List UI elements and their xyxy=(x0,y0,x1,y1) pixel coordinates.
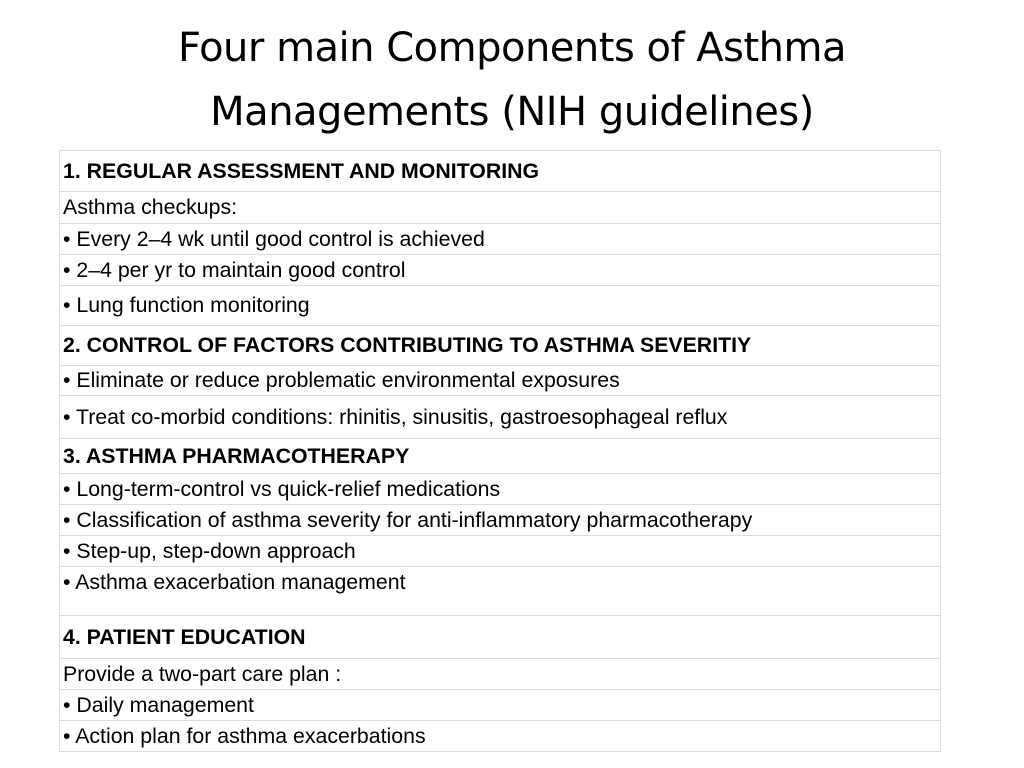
section-4-item-3: • Action plan for asthma exacerbations xyxy=(60,721,941,752)
table-row xyxy=(60,366,941,396)
table-row xyxy=(60,505,941,536)
section-3-item-3: • Step-up, step-down approach xyxy=(60,536,941,567)
table-row xyxy=(60,536,941,567)
slide-title xyxy=(0,16,1024,144)
section-2-item-2: • Treat co-morbid conditions: rhinitis, sinusitis, gastroesophageal reflux xyxy=(60,396,941,439)
table-row xyxy=(60,192,941,224)
section-heading-row xyxy=(60,439,941,474)
guidelines-table-container xyxy=(59,150,941,750)
table-row xyxy=(60,224,941,255)
section-1-item-4: • Lung function monitoring xyxy=(60,286,941,326)
slide-title-line-1: Four main Components of Asthma xyxy=(178,25,846,71)
table-row xyxy=(60,567,941,616)
section-heading-2: 2. CONTROL OF FACTORS CONTRIBUTING TO ASTHMA SEVERITIY xyxy=(60,326,941,366)
table-row xyxy=(60,659,941,690)
table-row xyxy=(60,721,941,752)
section-heading-4: 4. PATIENT EDUCATION xyxy=(60,616,941,659)
guidelines-table xyxy=(59,150,941,752)
section-1-item-1: Asthma checkups: xyxy=(60,192,941,224)
table-row xyxy=(60,286,941,326)
section-3-item-4: • Asthma exacerbation management xyxy=(60,567,941,616)
section-2-item-1: • Eliminate or reduce problematic environmental exposures xyxy=(60,366,941,396)
table-row xyxy=(60,690,941,721)
section-heading-1: 1. REGULAR ASSESSMENT AND MONITORING xyxy=(60,151,941,192)
section-1-item-3: • 2–4 per yr to maintain good control xyxy=(60,255,941,286)
section-heading-row xyxy=(60,326,941,366)
section-heading-row xyxy=(60,616,941,659)
table-row xyxy=(60,474,941,505)
section-4-item-1: Provide a two-part care plan : xyxy=(60,659,941,690)
section-3-item-2: • Classification of asthma severity for anti-inflammatory pharmacotherapy xyxy=(60,505,941,536)
section-4-item-2: • Daily management xyxy=(60,690,941,721)
section-heading-row xyxy=(60,151,941,192)
table-row xyxy=(60,396,941,439)
section-3-item-1: • Long-term-control vs quick-relief medications xyxy=(60,474,941,505)
section-1-item-2: • Every 2–4 wk until good control is achieved xyxy=(60,224,941,255)
table-row xyxy=(60,255,941,286)
slide-title-line-2: Managements (NIH guidelines) xyxy=(210,89,814,135)
section-heading-3: 3. ASTHMA PHARMACOTHERAPY xyxy=(60,439,941,474)
